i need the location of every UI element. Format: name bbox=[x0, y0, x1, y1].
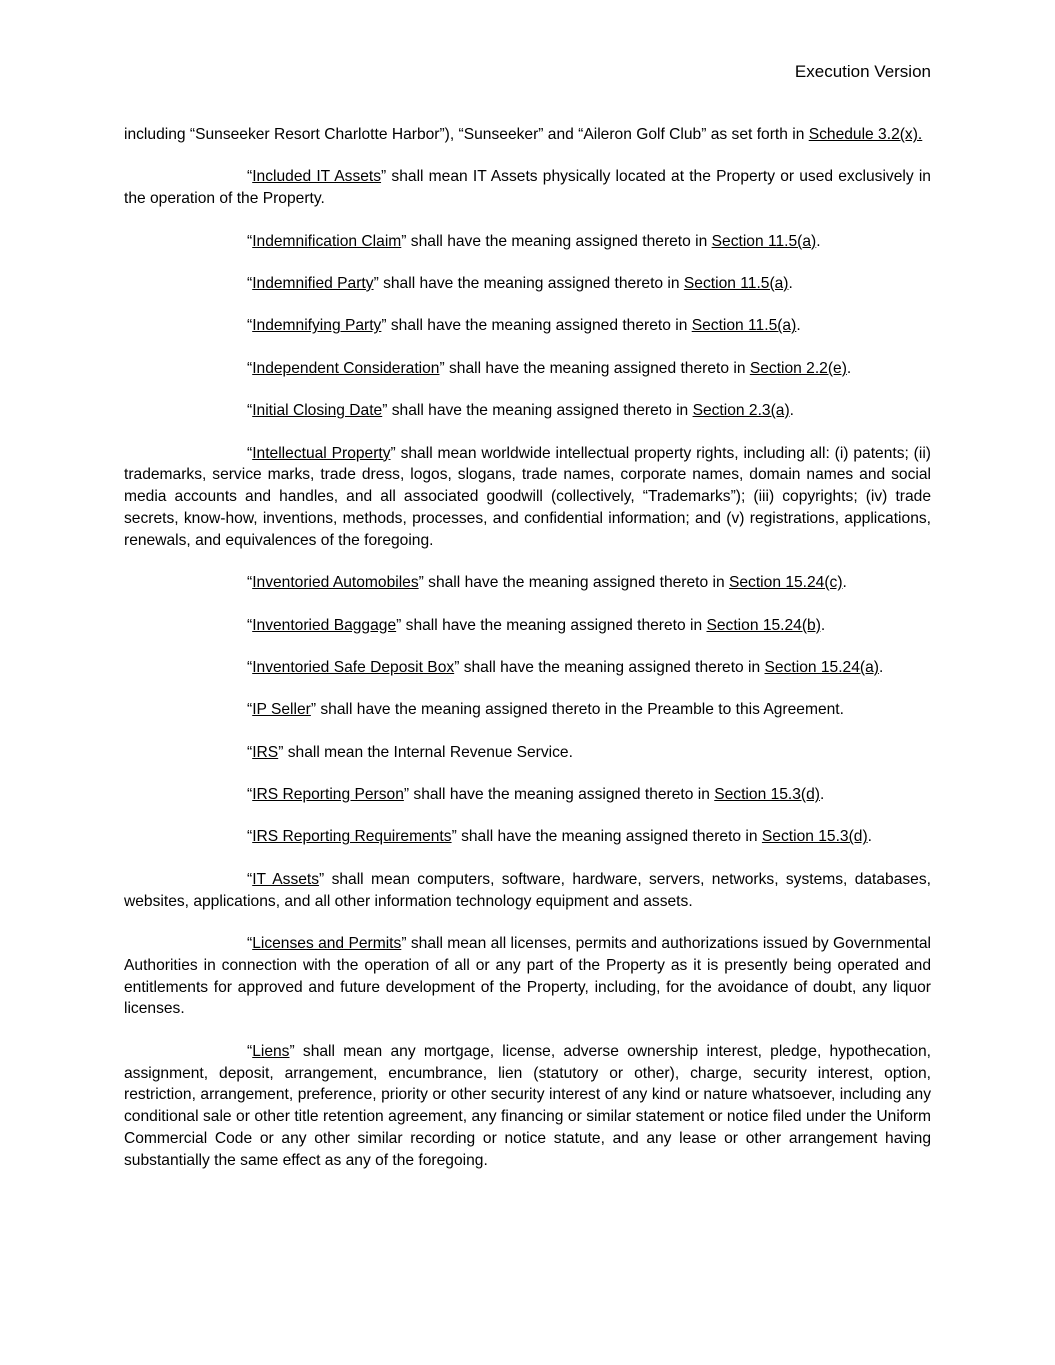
definition-text: ” shall have the meaning assigned thereto in bbox=[403, 786, 715, 804]
cross-reference: Section 11.5(a) bbox=[711, 232, 817, 250]
definition-ip-seller: “IP Seller” shall have the meaning assigned thereto in the Preamble to this Agreement. bbox=[247, 701, 844, 719]
defined-term: Indemnifying Party bbox=[252, 317, 382, 335]
definition-text: ” shall have the meaning assigned thereto in bbox=[439, 359, 750, 377]
paragraph-continuation bbox=[124, 124, 931, 146]
defined-term: Inventoried Baggage bbox=[252, 616, 397, 634]
cross-reference: Section 15.24(c) bbox=[728, 574, 843, 592]
definition-text: ” shall have the meaning assigned thereto in bbox=[454, 658, 765, 676]
definition-included-it-assets: “Included IT Assets” shall mean IT Assets physically located at the Property or used exclusively in the operation of the Property. bbox=[124, 168, 931, 208]
definition-independent-consideration: “Independent Consideration” shall have the meaning assigned thereto in Section 2.2(e). bbox=[247, 359, 852, 377]
definition-tail: . bbox=[820, 786, 825, 804]
cross-reference: Section 2.3(a) bbox=[692, 402, 790, 420]
definition-licenses-and-permits: “Licenses and Permits” shall mean all licenses, permits and authorizations issued by Governmental Authorities in connection with the operation of all or any part of the Property as it is presently being operated and entitlements for approved and future development of the Property, including, for the avoidance of doubt, any liquor licenses. bbox=[124, 935, 931, 1018]
definition-tail: . bbox=[788, 274, 793, 292]
definition-initial-closing-date: “Initial Closing Date” shall have the meaning assigned thereto in Section 2.3(a). bbox=[247, 402, 794, 420]
definition-text: ” shall have the meaning assigned thereto in bbox=[451, 828, 762, 846]
definition-text: ” shall mean any mortgage, license, adverse ownership interest, pledge, hypothecation, assignment, deposit, arrangement, encumbrance, lien (statutory or other), charge, security interest, option, restriction, arrangement, preference, priority or other security interest of any kind or nature whatsoever, including any conditional sale or other title retention agreement, any financing or similar statement or notice filed under the Uniform Commercial Code or any other similar recording or notice statute, and any lease or other arrangement having substantially the same effect as any of the foregoing. bbox=[124, 1042, 931, 1169]
cross-reference: Section 15.3(d) bbox=[714, 786, 820, 804]
defined-term: Independent Consideration bbox=[252, 359, 440, 377]
definition-text: ” shall have the meaning assigned thereto in bbox=[382, 402, 693, 420]
defined-term: Inventoried Automobiles bbox=[252, 574, 419, 592]
cross-reference: Section 15.24(b) bbox=[706, 616, 821, 634]
definition-text: ” shall have the meaning assigned thereto in bbox=[401, 232, 712, 250]
definition-inventoried-automobiles: “Inventoried Automobiles” shall have the meaning assigned thereto in Section 15.24(c). bbox=[247, 574, 847, 592]
defined-term: Indemnification Claim bbox=[252, 232, 402, 250]
definition-liens: “Liens” shall mean any mortgage, license, adverse ownership interest, pledge, hypothecation, assignment, deposit, arrangement, encumbrance, lien (statutory or other), charge, security interest, option, restriction, arrangement, preference, priority or other security interest of any kind or nature whatsoever, including any conditional sale or other title retention agreement, any financing or similar statement or notice filed under the Uniform Commercial Code or any other similar recording or notice statute, and any lease or other arrangement having substantially the same effect as any of the foregoing. bbox=[124, 1042, 931, 1169]
definition-irs: “IRS” shall mean the Internal Revenue Service. bbox=[247, 743, 573, 761]
defined-term: IT Assets bbox=[252, 870, 320, 888]
definition-tail: . bbox=[789, 402, 794, 420]
defined-term: IP Seller bbox=[252, 701, 311, 719]
definition-tail: . bbox=[820, 616, 826, 634]
paragraph-text: including “Sunseeker Resort Charlotte Harbor”), “Sunseeker” and “Aileron Golf Club” as set forth in bbox=[124, 126, 809, 143]
definition-irs-reporting-requirements: “IRS Reporting Requirements” shall have the meaning assigned thereto in Section 15.3(d). bbox=[247, 828, 873, 846]
definition-text: ” shall have the meaning assigned thereto in the Preamble to this Agreement. bbox=[310, 701, 844, 719]
definition-tail: . bbox=[878, 658, 884, 676]
definition-indemnifying-party: “Indemnifying Party” shall have the meaning assigned thereto in Section 11.5(a). bbox=[247, 317, 801, 335]
cross-reference: Section 11.5(a) bbox=[691, 317, 797, 335]
definitions-body bbox=[124, 124, 931, 1192]
defined-term: Intellectual Property bbox=[252, 444, 391, 462]
definition-text: ” shall mean worldwide intellectual property rights, including all: (i) patents; (ii) trademarks, service marks, trade dress, logos, slogans, trade names, corporate names, domain names and social media accounts and handles, and all associated goodwill (collectively, “Trademarks”); (iii) copyrights; (iv) trade secrets, know-how, inventions, methods, processes, and confidential information; and (v) registrations, applications, renewals, and equivalences of the foregoing. bbox=[124, 444, 931, 549]
definition-text: ” shall mean IT Assets physically located at the Property or used exclusively in the operation of the Property. bbox=[124, 168, 931, 208]
definition-intellectual-property: “Intellectual Property” shall mean worldwide intellectual property rights, including all: (i) patents; (ii) trademarks, service marks, trade dress, logos, slogans, trade names, corporate names, domain names and social media accounts and handles, and all associated goodwill (collectively, “Trademarks”); (iii) copyrights; (iv) trade secrets, know-how, inventions, methods, processes, and confidential information; and (v) registrations, applications, renewals, and equivalences of the foregoing. bbox=[124, 444, 931, 549]
execution-version-header: Execution Version bbox=[794, 62, 931, 81]
defined-term: Indemnified Party bbox=[252, 274, 374, 292]
definition-text: ” shall have the meaning assigned thereto in bbox=[418, 574, 729, 592]
definition-text: ” shall mean the Internal Revenue Service. bbox=[278, 743, 573, 761]
defined-term: IRS Reporting Person bbox=[252, 786, 404, 804]
cross-reference: Section 2.2(e) bbox=[749, 359, 847, 377]
definition-tail: . bbox=[816, 232, 821, 250]
definition-text: ” shall have the meaning assigned thereto in bbox=[381, 317, 692, 335]
defined-term: IRS Reporting Requirements bbox=[252, 828, 452, 846]
definition-irs-reporting-person: “IRS Reporting Person” shall have the meaning assigned thereto in Section 15.3(d). bbox=[247, 786, 825, 804]
defined-term: Inventoried Safe Deposit Box bbox=[252, 658, 455, 676]
cross-reference: Schedule 3.2(x). bbox=[808, 126, 923, 143]
definition-tail: . bbox=[842, 574, 847, 592]
definition-text: ” shall have the meaning assigned thereto in bbox=[396, 616, 707, 634]
definition-inventoried-safe-deposit-box: “Inventoried Safe Deposit Box” shall have the meaning assigned thereto in Section 15.24(a). bbox=[247, 658, 884, 676]
definition-text: ” shall mean all licenses, permits and authorizations issued by Governmental Authorities in connection with the operation of all or any part of the Property as it is presently being operated and entitlements for approved and future development of the Property, including, for the avoidance of doubt, any liquor licenses. bbox=[124, 935, 931, 1018]
definition-tail: . bbox=[796, 317, 801, 335]
defined-term: Licenses and Permits bbox=[252, 935, 402, 953]
defined-term: IRS bbox=[252, 743, 279, 761]
defined-term: Liens bbox=[252, 1042, 290, 1060]
definition-it-assets: “IT Assets” shall mean computers, software, hardware, servers, networks, systems, databases, websites, applications, and all other information technology equipment and assets. bbox=[124, 870, 931, 910]
definition-tail: . bbox=[846, 359, 852, 377]
defined-term: Included IT Assets bbox=[252, 168, 382, 186]
definition-indemnified-party: “Indemnified Party” shall have the meaning assigned thereto in Section 11.5(a). bbox=[247, 274, 793, 292]
definition-tail: . bbox=[867, 828, 873, 846]
cross-reference: Section 15.3(d) bbox=[761, 828, 868, 846]
definition-text: ” shall have the meaning assigned thereto in bbox=[373, 274, 684, 292]
defined-term: Initial Closing Date bbox=[252, 402, 383, 420]
definition-text: ” shall mean computers, software, hardware, servers, networks, systems, databases, websites, applications, and all other information technology equipment and assets. bbox=[124, 870, 931, 910]
definition-inventoried-baggage: “Inventoried Baggage” shall have the meaning assigned thereto in Section 15.24(b). bbox=[247, 616, 826, 634]
definition-indemnification-claim: “Indemnification Claim” shall have the meaning assigned thereto in Section 11.5(a). bbox=[247, 232, 821, 250]
cross-reference: Section 11.5(a) bbox=[683, 274, 789, 292]
cross-reference: Section 15.24(a) bbox=[764, 658, 879, 676]
